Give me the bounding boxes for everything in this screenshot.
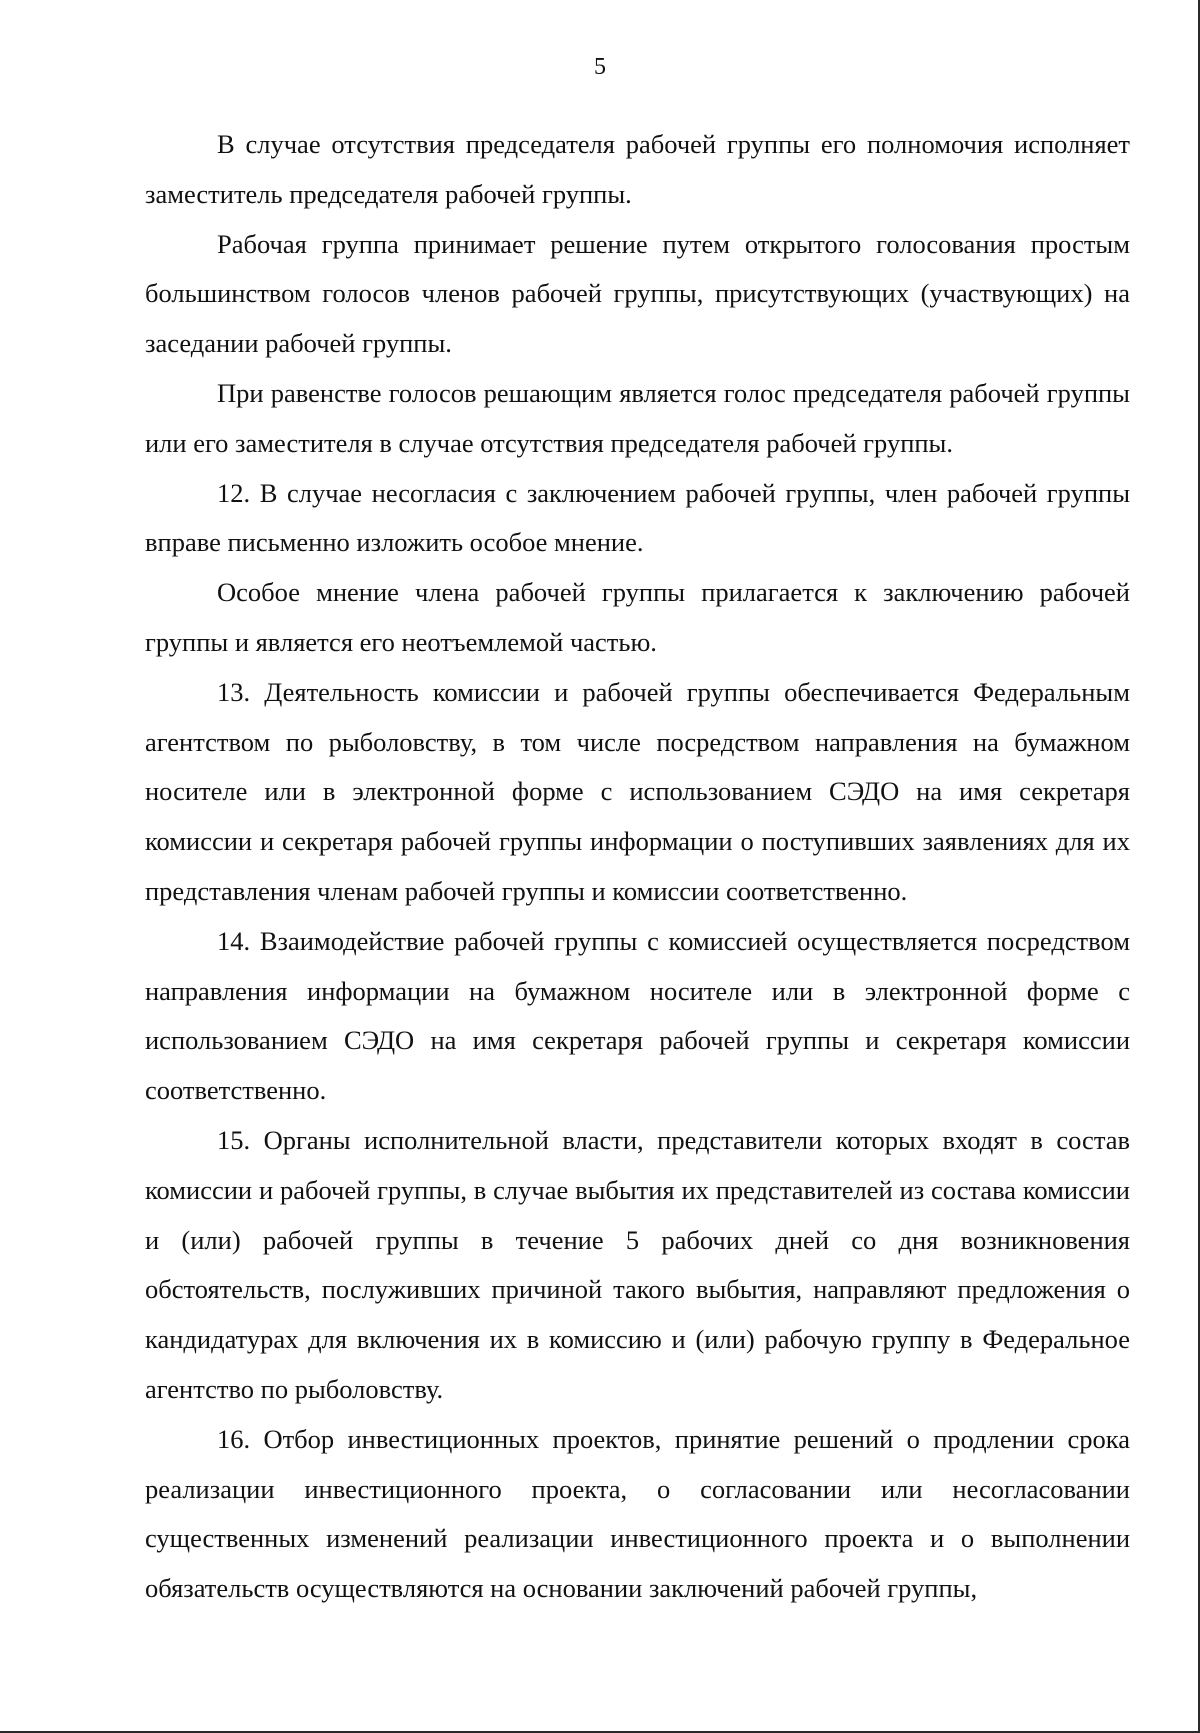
document-body <box>145 120 1130 1614</box>
paragraph-12-disagreement: 12. В случае несогласия с заключением рабочей группы, член рабочей группы вправе письменно изложить особое мнение. <box>145 477 1130 558</box>
paragraph-special-opinion: Особое мнение члена рабочей группы прилагается к заключению рабочей группы и является его неотъемлемой частью. <box>145 577 1130 657</box>
paragraph-voting: Рабочая группа принимает решение путем открытого голосования простым большинством голосов членов рабочей группы, присутствующих (участвующих) на заседании рабочей группы. <box>145 228 1130 359</box>
paragraph-15-authorities: 15. Органы исполнительной власти, представители которых входят в состав комиссии и рабочей группы, в случае выбытия их представителей из состава комиссии и (или) рабочей группы в течение 5 рабочих дней со дня возникновения обстоятельств, послуживших причиной такого выбытия, направляют предложения о кандидатурах для включения их в комиссию и (или) рабочую группу в Федеральное агентство по рыболовству. <box>145 1124 1130 1404</box>
page-number: 5 <box>594 54 606 80</box>
paragraph-13-support: 13. Деятельность комиссии и рабочей группы обеспечивается Федеральным агентством по рыболовству, в том числе посредством направления на бумажном носителе или в электронной форме с использованием СЭДО на имя секретаря комиссии и секретаря рабочей группы информации о поступивших заявлениях для их представления членам рабочей группы и комиссии соответственно. <box>145 676 1130 906</box>
paragraph-16-selection: 16. Отбор инвестиционных проектов, принятие решений о продлении срока реализации инвестиционного проекта, о согласовании или несогласовании существенных изменений реализации инвестиционного проекта и о выполнении обязательств осуществляются на основании заключений рабочей группы, <box>145 1423 1130 1604</box>
paragraph-tie-vote: При равенстве голосов решающим является голос председателя рабочей группы или его заместителя в случае отсутствия председателя рабочей группы. <box>145 377 1130 458</box>
paragraph-14-interaction: 14. Взаимодействие рабочей группы с комиссией осуществляется посредством направления информации на бумажном носителе или в электронной форме с использованием СЭДО на имя секретаря рабочей группы и секретаря комиссии соответственно. <box>145 925 1130 1106</box>
paragraph-deputy-chair: В случае отсутствия председателя рабочей группы его полномочия исполняет заместитель председателя рабочей группы. <box>145 129 1130 209</box>
